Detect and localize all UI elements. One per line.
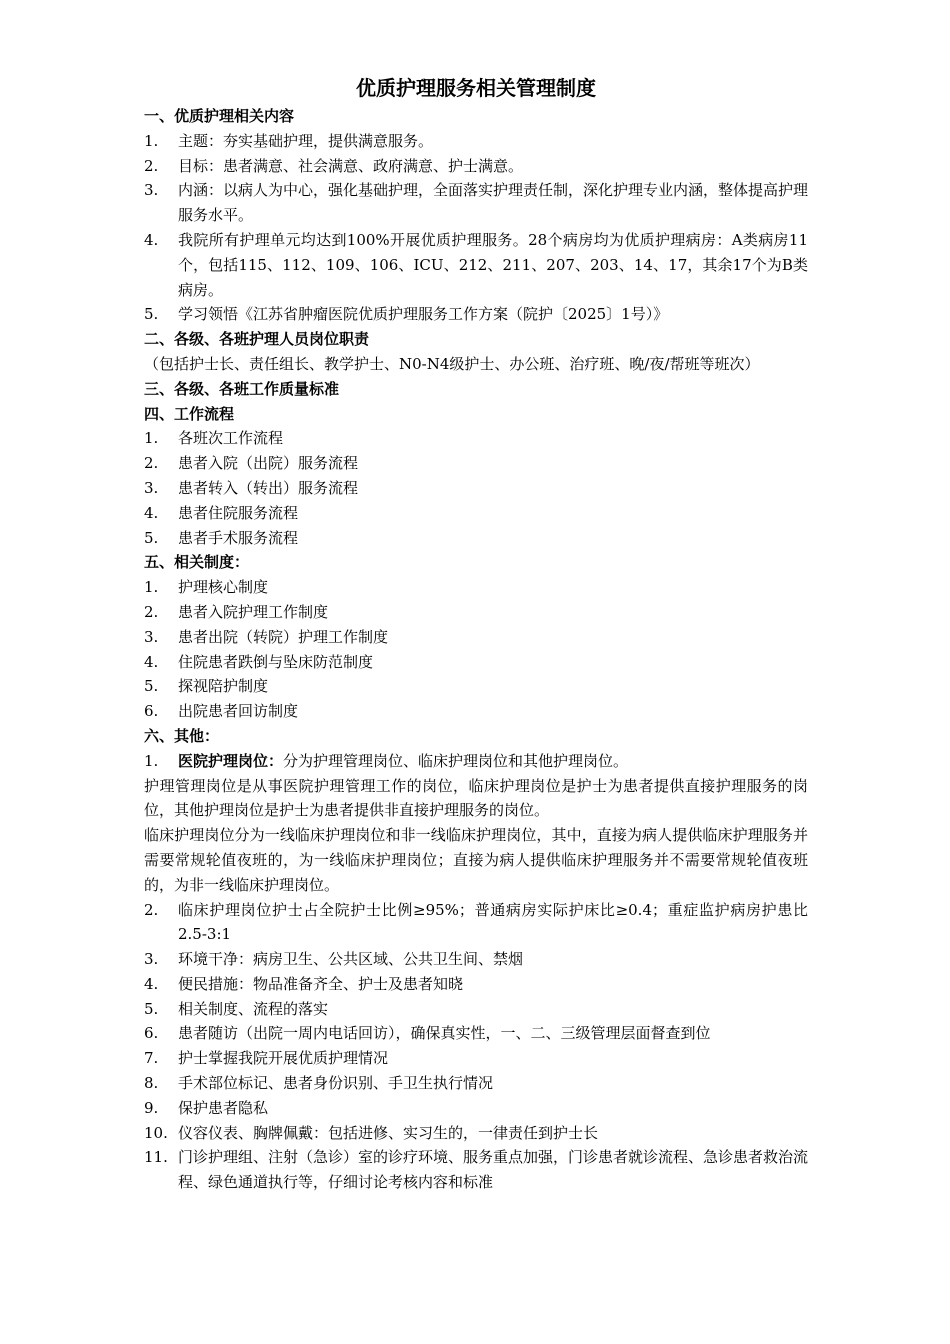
item-text: 保护患者隐私 (178, 1098, 269, 1117)
item-text: 出院患者回访制度 (178, 702, 299, 721)
item-text: 探视陪护制度 (178, 677, 269, 696)
document-body (144, 74, 808, 1195)
item-number: 2. (144, 156, 159, 175)
section-heading: 五、相关制度： (144, 553, 250, 572)
list-item (144, 451, 808, 476)
list-item (144, 947, 808, 972)
item-number: 4. (144, 974, 159, 993)
item-number: 8. (144, 1074, 159, 1093)
list-item (144, 749, 808, 774)
item-text: 仪容仪表、胸牌佩戴：包括进修、实习生的，一律责任到护士长 (178, 1123, 599, 1142)
item-text: 临床护理岗位护士占全院护士比例≥95%；普通病房实际护床比≥0.4；重症监护病房护患比2.5-3:1 (178, 900, 808, 944)
item-text: 我院所有护理单元均达到100%开展优质护理服务。28个病房均为优质护理病房：A类病房11个，包括115、112、109、106、ICU、212、211、207、203、14、17，其余17个为B类病房。 (178, 230, 808, 299)
list-item (144, 228, 808, 302)
item-text: 手术部位标记、患者身份识别、手卫生执行情况 (178, 1074, 494, 1093)
list-item (144, 600, 808, 625)
item-bold-label: 医院护理岗位： (178, 751, 284, 770)
item-text: 患者出院（转院）护理工作制度 (178, 627, 389, 646)
list-item (144, 1096, 808, 1121)
item-number: 1. (144, 578, 159, 597)
item-text: 患者住院服务流程 (178, 503, 299, 522)
item-text: 患者随访（出院一周内电话回访），确保真实性，一、二、三级管理层面督查到位 (178, 1024, 711, 1043)
item-number: 3. (144, 181, 159, 200)
list-item (144, 997, 808, 1022)
list-item (144, 699, 808, 724)
item-number: 4. (144, 503, 159, 522)
page-title: 优质护理服务相关管理制度 (356, 76, 596, 100)
item-text: 患者入院护理工作制度 (178, 602, 329, 621)
item-text: 患者入院（出院）服务流程 (178, 454, 359, 473)
list-item (144, 972, 808, 997)
list-item (144, 526, 808, 551)
list-item (144, 1145, 808, 1195)
item-number: 1. (144, 429, 159, 448)
item-body: 分为护理管理岗位、临床护理岗位和其他护理岗位。 (283, 751, 629, 770)
list-item (144, 674, 808, 699)
item-number: 10. (144, 1123, 168, 1142)
item-number: 3. (144, 950, 159, 969)
list-item (144, 1121, 808, 1146)
item-number: 4. (144, 652, 159, 671)
item-text: 目标：患者满意、社会满意、政府满意、护士满意。 (178, 156, 524, 175)
list-item (144, 1071, 808, 1096)
item-number: 5. (144, 528, 159, 547)
section-heading: 四、工作流程 (144, 404, 235, 423)
item-number: 6. (144, 702, 159, 721)
item-number: 5. (144, 305, 159, 324)
section-heading: 二、各级、各班护理人员岗位职责 (144, 330, 370, 349)
paragraph: 护理管理岗位是从事医院护理管理工作的岗位，临床护理岗位是护士为患者提供直接护理服务的岗位，其他护理岗位是护士为患者提供非直接护理服务的岗位。 (144, 776, 808, 820)
section-heading: 六、其他： (144, 726, 220, 745)
list-item (144, 625, 808, 650)
item-text: 护士掌握我院开展优质护理情况 (178, 1049, 389, 1068)
item-number: 6. (144, 1024, 159, 1043)
section-heading: 一、优质护理相关内容 (144, 107, 295, 125)
item-text: 便民措施：物品准备齐全、护士及患者知晓 (178, 974, 464, 993)
item-text: 患者转入（转出）服务流程 (178, 478, 359, 497)
item-text: 住院患者跌倒与坠床防范制度 (178, 652, 374, 671)
list-item (144, 1046, 808, 1071)
item-text (178, 749, 808, 774)
item-number: 1. (144, 751, 159, 770)
item-number: 3. (144, 478, 159, 497)
item-number: 1. (144, 131, 159, 150)
list-item (144, 898, 808, 948)
item-number: 9. (144, 1098, 159, 1117)
item-number: 11. (144, 1148, 168, 1167)
item-number: 3. (144, 627, 159, 646)
item-text: 各班次工作流程 (178, 429, 284, 448)
list-item (144, 178, 808, 228)
list-item (144, 129, 808, 154)
item-number: 2. (144, 454, 159, 473)
list-item (144, 575, 808, 600)
list-item (144, 426, 808, 451)
item-number: 7. (144, 1049, 159, 1068)
list-item (144, 1021, 808, 1046)
list-item (144, 501, 808, 526)
list-item (144, 650, 808, 675)
section-heading: 三、各级、各班工作质量标准 (144, 379, 340, 398)
section-note: （包括护士长、责任组长、教学护士、N0-N4级护士、办公班、治疗班、晚/夜/帮班等班次） (144, 354, 760, 373)
list-item (144, 302, 808, 327)
paragraph: 临床护理岗位分为一线临床护理岗位和非一线临床护理岗位，其中，直接为病人提供临床护理服务并需要常规轮值夜班的，为一线临床护理岗位；直接为病人提供临床护理服务并不需要常规轮值夜班的，为非一线临床护理岗位。 (144, 826, 808, 894)
item-number: 5. (144, 999, 159, 1018)
list-item (144, 154, 808, 179)
item-text: 环境干净：病房卫生、公共区域、公共卫生间、禁烟 (178, 950, 524, 969)
item-text: 学习领悟《江苏省肿瘤医院优质护理服务工作方案（院护〔2025〕1号）》 (178, 305, 669, 324)
item-text: 主题：夯实基础护理，提供满意服务。 (178, 131, 434, 150)
item-number: 4. (144, 230, 159, 249)
item-number: 5. (144, 677, 159, 696)
item-number: 2. (144, 602, 159, 621)
item-text: 相关制度、流程的落实 (178, 999, 329, 1018)
item-text: 门诊护理组、注射（急诊）室的诊疗环境、服务重点加强，门诊患者就诊流程、急诊患者救治流程、绿色通道执行等，仔细讨论考核内容和标准 (178, 1148, 809, 1192)
item-text: 患者手术服务流程 (178, 528, 299, 547)
list-item (144, 476, 808, 501)
item-text: 内涵：以病人为中心，强化基础护理，全面落实护理责任制，深化护理专业内涵，整体提高护理服务水平。 (178, 181, 809, 225)
item-text: 护理核心制度 (178, 578, 269, 597)
item-number: 2. (144, 900, 159, 919)
